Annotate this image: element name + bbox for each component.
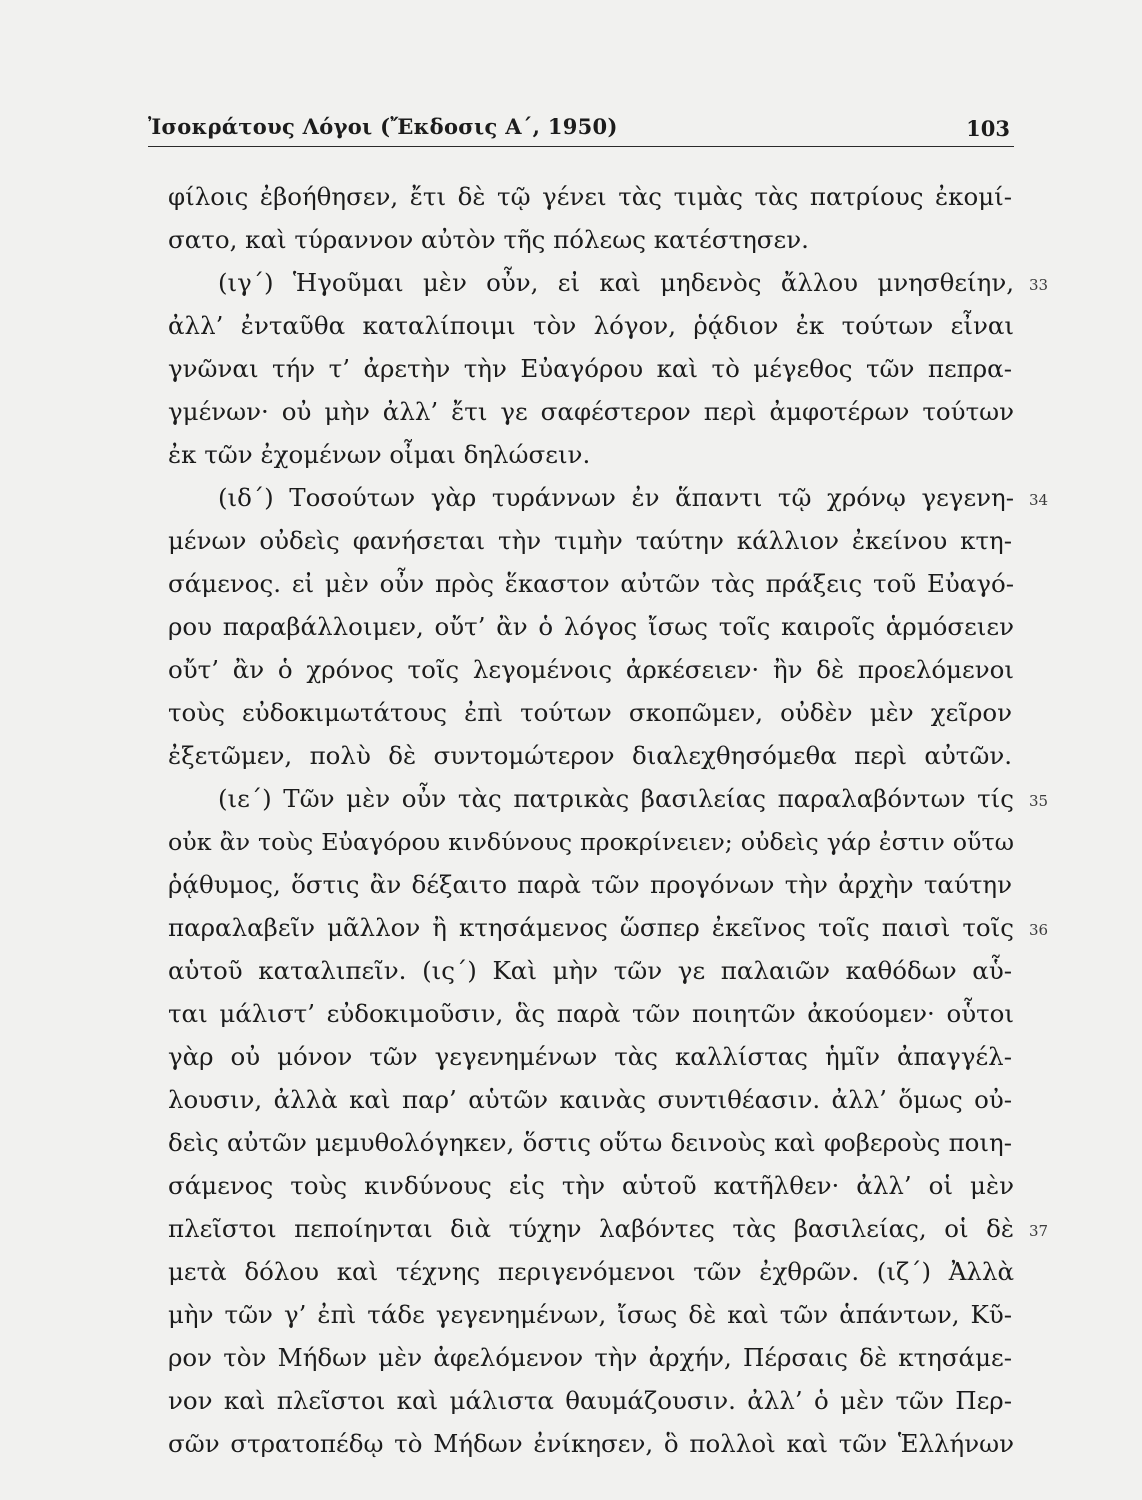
section-number-33: 33 bbox=[1029, 276, 1049, 294]
text-line: μένων οὐδεὶς φανήσεται τὴν τιμὴν ταύτην κάλλιον ἐκείνου κτη- bbox=[168, 526, 1012, 555]
text-line: σάμενος. εἰ μὲν οὖν πρὸς ἕκαστον αὐτῶν τὰς πράξεις τοῦ Εὐαγό- bbox=[168, 569, 1014, 598]
text-line: (ιδ΄) Τοσούτων γὰρ τυράννων ἐν ἅπαντι τῷ χρόνῳ γεγενη- bbox=[218, 483, 1014, 512]
text-line: μετὰ δόλου καὶ τέχνης περιγενόμενοι τῶν ἐχθρῶν. (ιζ΄) Ἀλλὰ bbox=[168, 1257, 1014, 1286]
text-line: πλεῖστοι πεποίηνται διὰ τύχην λαβόντες τὰς βασιλείας, οἱ δὲ bbox=[168, 1214, 1014, 1243]
text-line: γμένων· οὐ μὴν ἀλλ’ ἔτι γε σαφέστερον περὶ ἀμφοτέρων τούτων bbox=[168, 397, 1014, 426]
text-line: παραλαβεῖν μᾶλλον ἢ κτησάμενος ὥσπερ ἐκεῖνος τοῖς παισὶ τοῖς bbox=[168, 913, 1014, 942]
text-line: οὔτ’ ἂν ὁ χρόνος τοῖς λεγομένοις ἀρκέσειεν· ἢν δὲ προελόμενοι bbox=[168, 655, 1014, 684]
text-line: γὰρ οὐ μόνον τῶν γεγενημένων τὰς καλλίστας ἡμῖν ἀπαγγέλ- bbox=[168, 1042, 1012, 1071]
section-number-35: 35 bbox=[1029, 792, 1049, 810]
text-line: (ιε΄) Τῶν μὲν οὖν τὰς πατρικὰς βασιλείας παραλαβόντων τίς bbox=[218, 784, 1014, 813]
text-line: λουσιν, ἀλλὰ καὶ παρ’ αὑτῶν καινὰς συντιθέασιν. ἀλλ’ ὅμως οὐ- bbox=[168, 1085, 1012, 1114]
running-header bbox=[148, 112, 1014, 147]
text-line: σάμενος τοὺς κινδύνους εἰς τὴν αὑτοῦ κατῆλθεν· ἀλλ’ οἱ μὲν bbox=[168, 1171, 1014, 1200]
text-line: τοὺς εὐδοκιμωτάτους ἐπὶ τούτων σκοπῶμεν, οὐδὲν μὲν χεῖρον bbox=[168, 698, 1012, 727]
text-line: ῥᾴθυμος, ὅστις ἂν δέξαιτο παρὰ τῶν προγόνων τὴν ἀρχὴν ταύτην bbox=[168, 870, 1012, 899]
text-line: αὑτοῦ καταλιπεῖν. (ις΄) Καὶ μὴν τῶν γε παλαιῶν καθόδων αὗ- bbox=[168, 956, 1012, 985]
text-line: ρον τὸν Μήδων μὲν ἀφελόμενον τὴν ἀρχήν, Πέρσαις δὲ κτησάμε- bbox=[168, 1343, 1012, 1372]
text-line: γνῶναι τήν τ’ ἀρετὴν τὴν Εὐαγόρου καὶ τὸ μέγεθος τῶν πεπρα- bbox=[168, 354, 1012, 383]
text-line: (ιγ΄) Ἡγοῦμαι μὲν οὖν, εἰ καὶ μηδενὸς ἄλλου μνησθείην, bbox=[218, 268, 1014, 297]
page-number: 103 bbox=[966, 116, 1010, 141]
text-line: δεὶς αὐτῶν μεμυθολόγηκεν, ὅστις οὕτω δεινοὺς καὶ φοβεροὺς ποιη- bbox=[168, 1128, 1012, 1157]
text-line: σῶν στρατοπέδῳ τὸ Μήδων ἐνίκησεν, ὃ πολλοὶ καὶ τῶν Ἑλλήνων bbox=[168, 1429, 1014, 1458]
text-line: ται μάλιστ’ εὐδοκιμοῦσιν, ἃς παρὰ τῶν ποιητῶν ἀκούομεν· οὗτοι bbox=[168, 999, 1014, 1028]
text-line: σατο, καὶ τύραννον αὐτὸν τῆς πόλεως κατέστησεν. bbox=[168, 225, 809, 254]
text-line: μὴν τῶν γ’ ἐπὶ τάδε γεγενημένων, ἴσως δὲ καὶ τῶν ἁπάντων, Κῦ- bbox=[168, 1300, 1012, 1329]
text-line: φίλοις ἐβοήθησεν, ἔτι δὲ τῷ γένει τὰς τιμὰς τὰς πατρίους ἐκομί- bbox=[168, 182, 1012, 211]
text-line: οὐκ ἂν τοὺς Εὐαγόρου κινδύνους προκρίνειεν; οὐδεὶς γάρ ἐστιν οὕτω bbox=[168, 828, 1014, 856]
text-line: ἐκ τῶν ἐχομένων οἶμαι δηλώσειν. bbox=[168, 440, 591, 469]
section-number-37: 37 bbox=[1029, 1222, 1049, 1240]
text-line: ρου παραβάλλοιμεν, οὔτ’ ἂν ὁ λόγος ἴσως τοῖς καιροῖς ἁρμόσειεν bbox=[168, 612, 1014, 641]
section-number-34: 34 bbox=[1029, 491, 1049, 509]
text-line: ἀλλ’ ἐνταῦθα καταλίποιμι τὸν λόγον, ῥᾴδιον ἐκ τούτων εἶναι bbox=[168, 311, 1014, 340]
text-line: νον καὶ πλεῖστοι καὶ μάλιστα θαυμάζουσιν. ἀλλ’ ὁ μὲν τῶν Περ- bbox=[168, 1386, 1012, 1415]
header-title: Ἰσοκράτους Λόγοι (Ἔκδοσις Α΄, 1950) bbox=[148, 114, 618, 139]
text-line: ἐξετῶμεν, πολὺ δὲ συντομώτερον διαλεχθησόμεθα περὶ αὐτῶν. bbox=[168, 741, 1012, 770]
section-number-36: 36 bbox=[1029, 921, 1049, 939]
